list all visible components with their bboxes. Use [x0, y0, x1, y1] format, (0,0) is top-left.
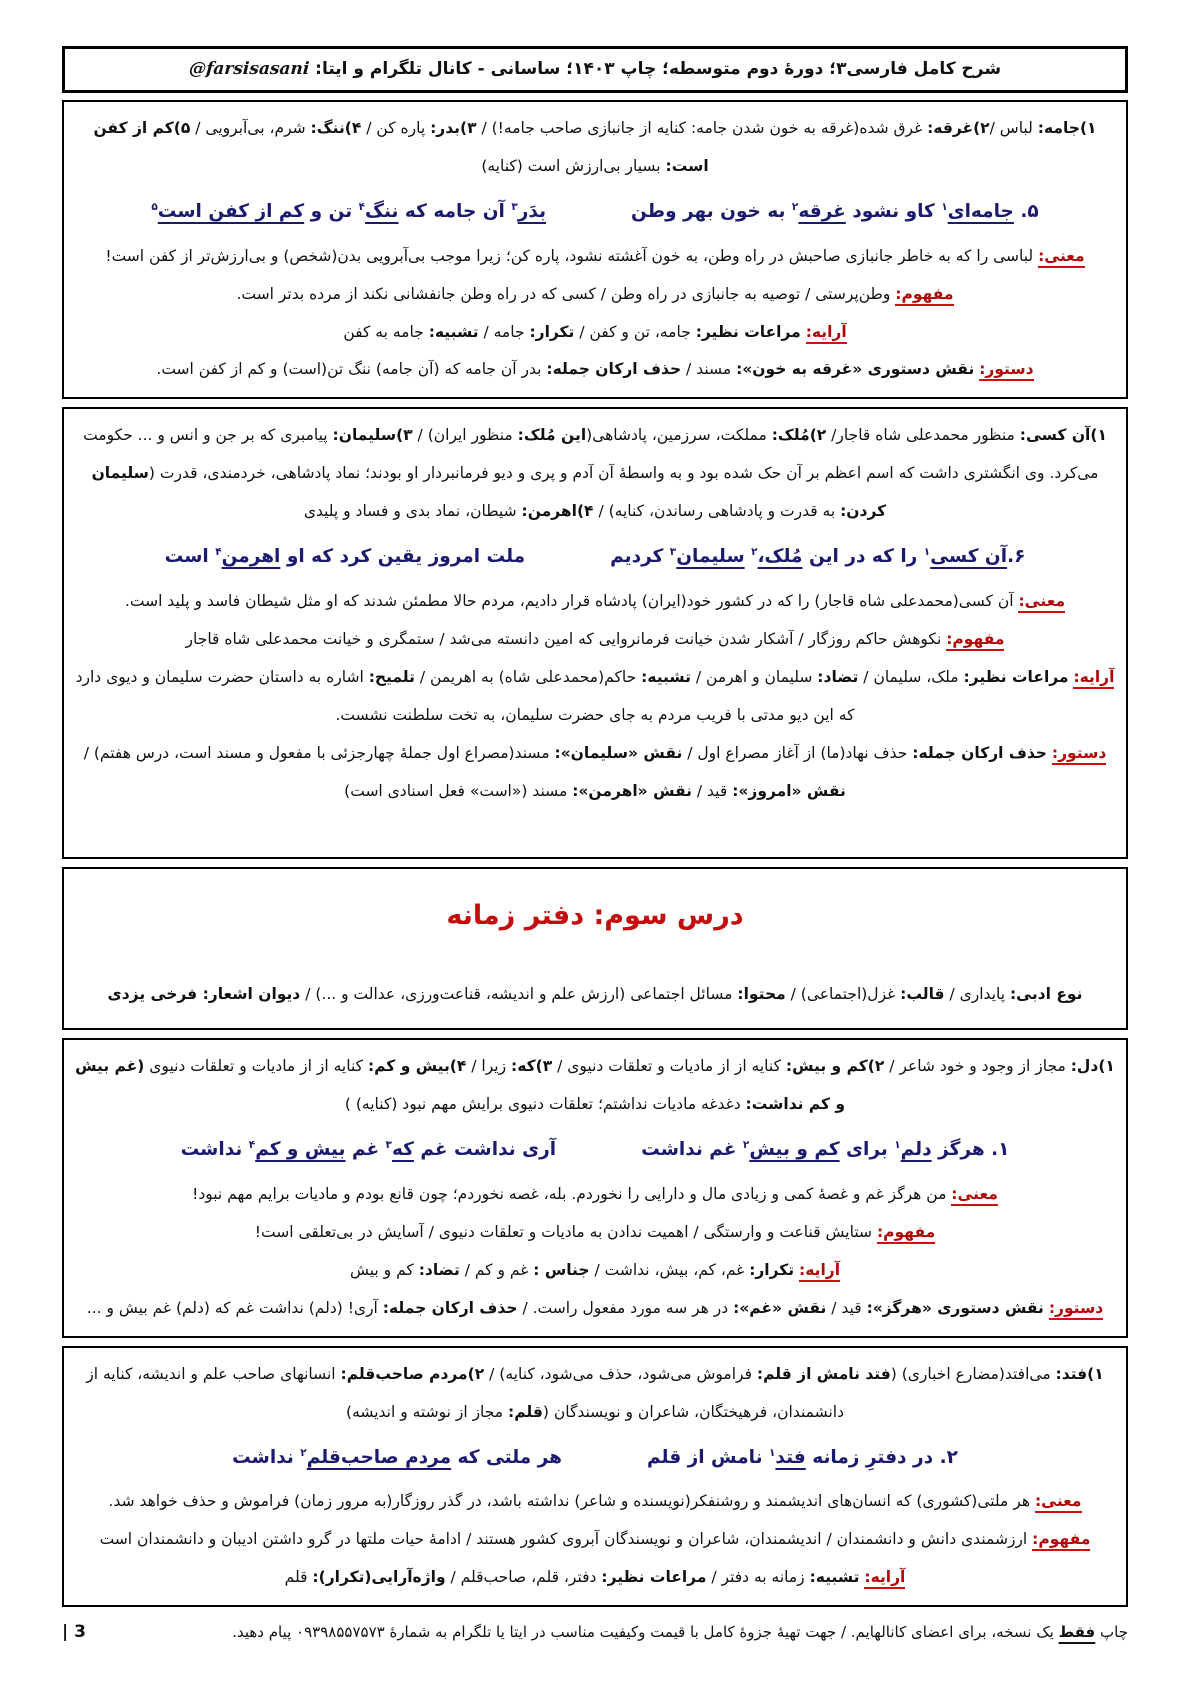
text-segment: چاپ ۱۴۰۳ [573, 59, 657, 79]
text-segment: مسند / [681, 360, 737, 379]
text-segment: نکوهش حاکم روزگار / آشکار شدن خیانت فرمانروایی که امین دانسته می‌شد / ستمگری و خیانت محمدعلی شاه قاجار [185, 629, 947, 648]
text-segment: ؛ ساسانی - کانال تلگرام و ایتا: [309, 59, 574, 79]
text-segment: کنایه از از مادیات و تعلقات دنیوی [144, 1057, 368, 1076]
text-segment: حذف ارکان جمله: [546, 360, 682, 379]
concept-line-label: مفهوم: [946, 630, 1004, 651]
text-segment: ۱)جامه: [1037, 119, 1097, 138]
text-segment: دفتر، قلم، صاحب‌قلم / [445, 1567, 602, 1586]
sections-container [62, 100, 1128, 1607]
text-segment: ۲. در دفترِ زمانه [805, 1446, 958, 1468]
text-segment: غرق شده(غرقه به خون شدن جامه: کنایه از جانبازی صاحب جامه!) / [476, 119, 928, 138]
verse-couplet [74, 196, 1116, 227]
text-segment: کردیم [610, 546, 670, 568]
page-number: | 3 [62, 1621, 86, 1642]
text-segment: شیطان، نماد بدی و فساد و پلیدی [303, 502, 522, 521]
text-segment: نقش «امروز»: [732, 781, 846, 800]
text-segment: نقش «غم»: [733, 1298, 827, 1317]
text-segment: آری! (دلم) نداشت غم که (دلم) غم بیش و ... [86, 1298, 383, 1317]
vocab-line [74, 1048, 1116, 1124]
figures-line [74, 1559, 1116, 1597]
text-segment: کاو نشود [845, 201, 942, 223]
text-segment: ارزشمندی دانش و دانشمندان / اندیشمندان، شاعران و نویسندگان آبروی کشور هستند / ادامهٔ حیات ملتها در گرو داشتن ادیبان و دانشمندان است [99, 1529, 1033, 1548]
text-segment: ۴)ننگ: [310, 119, 362, 138]
text-segment: جامه، تن و کفن / [574, 322, 696, 341]
text-segment: تشبیه: [641, 667, 691, 686]
figures-line [74, 314, 1116, 352]
footnote-number: ۱ [941, 200, 948, 213]
text-segment: واژه‌آرایی(تکرار): [312, 1567, 446, 1586]
text-segment: ۳)که: [511, 1057, 553, 1076]
text-segment [801, 323, 806, 341]
text-segment: برای [839, 1139, 895, 1161]
text-segment: غم و کم / [459, 1260, 534, 1279]
text-segment: قالب: [900, 985, 945, 1004]
text-segment: ۲)مردم صاحب‌قلم: [340, 1364, 485, 1383]
concept-line-label: مفهوم: [877, 1223, 935, 1244]
text-segment: غم، کم، بیش، نداشت / [589, 1260, 750, 1279]
text-segment: ۲)غرقه: [927, 119, 990, 138]
concept-line [74, 1521, 1116, 1559]
text-segment: نقش «اهرمن»: [572, 781, 692, 800]
text-segment: به خون بهر وطن [631, 201, 792, 223]
meaning-line [74, 583, 1116, 621]
text-segment: تشبیه: [428, 322, 479, 341]
text-segment: بیش و کم [255, 1139, 346, 1161]
footnote-number: ۳ [511, 200, 518, 213]
text-segment: تضاد: [817, 667, 859, 686]
hemistich-right [647, 1442, 958, 1473]
vocab-line [74, 417, 1116, 531]
text-segment: کم و بیش [749, 1139, 840, 1161]
text-segment: زیرا / [466, 1057, 512, 1076]
hemistich-left [165, 541, 526, 572]
text-segment: جامه به کفن [343, 322, 429, 341]
page-footer [62, 1617, 1128, 1648]
verse-couplet [74, 1442, 1116, 1473]
text-segment: حاکم(محمدعلی شاه) به اهریمن / [414, 667, 642, 686]
text-segment: پاره کن / [361, 119, 431, 138]
concept-line [74, 276, 1116, 314]
footnote-number: ۴ [215, 546, 222, 559]
text-segment: من هرگز غم و غصهٔ کمی و زیادی مال و دارایی را نخوردم. بله، غصه نخوردم؛ چون قانع بودم و مادیات برایم مهم نبود! [192, 1184, 952, 1203]
text-segment: مملکت، سرزمین، پادشاهی( [586, 426, 772, 445]
footnote-number: ۲ [791, 200, 799, 213]
text-segment: سلیمان و اهرمن / [690, 667, 818, 686]
text-segment: می‌افتد(مضارع اخباری) ( [890, 1364, 1056, 1383]
footnote-number: ۵ [151, 200, 158, 213]
footnote-number: ۴ [358, 200, 366, 213]
hemistich-left [181, 1134, 557, 1165]
text-segment: ملک، سلیمان / [858, 667, 964, 686]
text-segment: اشاره به داستان حضرت سلیمان و دیوی دارد که این دیو مدتی با فریب مردم به جای حضرت سلیمان، به تخت سلطنت نشست. [75, 667, 855, 724]
text-segment: شرح کامل فارسی۳؛ دورهٔ دوم متوسطه؛ [656, 59, 1002, 79]
footnote-number: ۲ [742, 1139, 750, 1152]
text-segment: حذف ارکان جمله: [912, 743, 1047, 762]
text-segment: وطن‌پرستی / توصیه به جانبازی در راه وطن / کسی که در راه وطن جانفشانی نکند از مرده بدتر است. [236, 284, 896, 303]
concept-line [74, 1214, 1116, 1252]
text-segment: نداشت [232, 1446, 301, 1468]
text-segment: ستایش قناعت و وارستگی / اهمیت ندادن به مادیات و تعلقات دنیوی / آسایش در بی‌تعلقی است! [254, 1222, 877, 1241]
meaning-line [74, 238, 1116, 276]
text-segment: مسند («است» فعل اسنادی است) [344, 781, 573, 800]
hemistich-left [151, 196, 546, 227]
text-segment: ۴)بیش و کم: [367, 1057, 467, 1076]
text-segment: قید / [826, 1298, 867, 1317]
figures-line [74, 1252, 1116, 1290]
text-segment: کم از کفن است [157, 201, 305, 223]
text-segment: ۴)اهرمن: [521, 502, 594, 521]
text-segment: نقش دستوری «هرگز»: [866, 1298, 1044, 1317]
text-segment: آن کسی(محمدعلی شاه قاجار) را که در کشور خود(ایران) پادشاه قرار دادیم، مردم حالا مطمئن شدند که او مثل شیطان فاسد و پلید است. [124, 591, 1019, 610]
lesson-meta [74, 976, 1116, 1014]
text-segment: چاپ [1095, 1622, 1128, 1641]
text-segment: مسائل اجتماعی (ارزش علم و اندیشه، قناعت‌ورزی، عدالت و ...) / [300, 985, 738, 1004]
text-segment: انسانهای صاحب علم و اندیشه، کنایه از دانشمندان، فرهیختگان، شاعران و نویسندگان ( [86, 1364, 844, 1421]
text-segment: ۳)بدر: [430, 119, 477, 138]
figures-line-label: آرایه: [864, 1568, 905, 1589]
text-segment: دغدغه مادیات نداشتم؛ تعلقات دنیوی برایش مهم نبود (کنایه) ) [344, 1095, 746, 1114]
text-segment: مجاز از نوشته و اندیشه) [346, 1402, 509, 1421]
text-segment: ۲)کم و بیش: [785, 1057, 885, 1076]
lesson-title: درس سوم: دفتر زمانه [446, 899, 744, 931]
text-segment: است [164, 546, 216, 568]
text-segment: ۵)کم از کفن است: [93, 119, 709, 176]
text-segment: غزل(اجتماعی) / [785, 985, 901, 1004]
text-segment: ۲)مُلک: [771, 426, 827, 445]
text-segment: در هر سه مورد مفعول راست. / [517, 1298, 734, 1317]
grammar-line-label: دستور: [979, 360, 1033, 381]
text-segment: هر ملتی(کشوری) که انسان‌های اندیشمند و روشنفکر(نویسنده و شاعر) نداشته باشد، در گذر روزگار(به مرور زمان) فراموش و حذف خواهد شد. [108, 1491, 1035, 1510]
text-segment: زمانه به دفتر / [706, 1567, 810, 1586]
text-segment: هر ملتی که [451, 1446, 563, 1468]
text-segment: فقط [1058, 1622, 1096, 1641]
text-segment: ۱)آن کسی: [1019, 426, 1107, 445]
text-segment: به قدرت و پادشاهی رساندن، کنایه) / [593, 502, 841, 521]
text-segment: کنایه از از مادیات و تعلقات دنیوی / [552, 1057, 786, 1076]
grammar-line-label: دستور: [1052, 744, 1106, 765]
text-segment: یک نسخه، برای اعضای کانالهایم. / جهت تهیهٔ جزوهٔ کامل با قیمت وکیفیت مناسب در ایتا یا تلگرام به شمارهٔ ۰۹۳۹۸۵۵۷۵۷۳ پیام دهید. [232, 1622, 1059, 1641]
text-segment: ملت امروز یقین کرد که او [280, 546, 526, 568]
footnote-number: ۳ [385, 1139, 392, 1152]
text-segment: لباسی را که به خاطر جانبازی صاحبش در راه وطن، به خون آغشته نشود، پاره کن؛ زیرا موجب بی‌آبرویی بدن(شخص) و بی‌ارزش‌تر از کفن است! [105, 246, 1039, 265]
text-segment: آن جامه که [398, 201, 512, 223]
text-segment: حذف ارکان جمله: [382, 1298, 518, 1317]
verse2-analysis [62, 1346, 1128, 1607]
footnote-number: ۲ [751, 546, 758, 559]
text-segment: جامه / [478, 322, 530, 341]
verse-couplet [74, 541, 1116, 572]
text-segment: آن کسی [930, 546, 1008, 568]
text-segment: اهرمن [221, 546, 281, 568]
concept-line-label: مفهوم: [895, 285, 953, 306]
text-segment: غرقه [798, 201, 846, 223]
text-segment: فتد [775, 1446, 806, 1468]
text-segment: تلمیح: [368, 667, 415, 686]
footnote-number: ۱ [894, 1139, 901, 1152]
meaning-line [74, 1176, 1116, 1214]
text-segment: فراموش می‌شود، حذف می‌شود، کنایه) / [484, 1364, 757, 1383]
text-segment: ۳)سلیمان: [332, 426, 413, 445]
figures-line-label: آرایه: [806, 323, 847, 344]
meaning-line [74, 1483, 1116, 1521]
footnote-number: ۱ [769, 1446, 776, 1459]
text-segment: مراعات نظیر: [963, 667, 1069, 686]
text-segment: لباس / [989, 119, 1038, 138]
footnote-number: ۴ [248, 1139, 256, 1152]
document-header [62, 46, 1128, 93]
text-segment: تکرار: [529, 322, 575, 341]
hemistich-right [641, 1134, 1009, 1165]
text-segment: کم و بیش [349, 1260, 419, 1279]
text-segment: ۱)دل: [1070, 1057, 1115, 1076]
hemistich-right [610, 541, 1025, 572]
text-segment: منظور ایران) / [412, 426, 518, 445]
verse5-analysis [62, 100, 1128, 399]
text-segment: تکرار: [749, 1260, 795, 1279]
text-segment: جناس : [533, 1260, 590, 1279]
grammar-line [74, 351, 1116, 389]
grammar-line [74, 735, 1116, 811]
concept-line [74, 621, 1116, 659]
concept-line-label: مفهوم: [1032, 1530, 1090, 1551]
verse6-analysis [62, 407, 1128, 858]
text-segment: مراعات نظیر: [601, 1567, 707, 1586]
text-segment: مُلک، [757, 546, 803, 568]
text-segment: (غم بیش و کم نداشت: [75, 1057, 846, 1114]
text-segment: دلم [900, 1139, 932, 1161]
text-segment: سلیمان [676, 546, 745, 568]
meaning-line-label: معنی: [1038, 247, 1085, 268]
vocab-line [74, 110, 1116, 186]
meaning-line-label: معنی: [1035, 1492, 1082, 1513]
text-segment: پایداری / [944, 985, 1010, 1004]
grammar-line-label: دستور: [1049, 1299, 1103, 1320]
text-segment: نقش «سلیمان»: [554, 743, 683, 762]
footer-note [232, 1619, 1128, 1646]
figures-line [74, 659, 1116, 735]
text-segment: ۱. هرگز [931, 1139, 1010, 1161]
text-segment: نداشت [180, 1139, 249, 1161]
text-segment: را که در این [802, 546, 924, 568]
grammar-line [74, 1290, 1116, 1328]
text-segment: تن و [304, 201, 359, 223]
text-segment: این مُلک: [517, 426, 587, 445]
text-segment: فرخی یزدی [107, 985, 203, 1004]
figures-line-label: آرایه: [799, 1261, 840, 1282]
meaning-line-label: معنی: [1018, 592, 1065, 613]
figures-line-label: آرایه: [1073, 668, 1114, 689]
channel-handle: @farsisasani [188, 59, 310, 79]
text-segment: قید / [691, 781, 733, 800]
text-segment: مجاز از وجود و خود شاعر / [884, 1057, 1071, 1076]
text-segment: غم نداشت [641, 1139, 743, 1161]
text-segment: بسیار بی‌ارزش است (کنایه) [481, 157, 666, 176]
text-segment: ۱)فتد: [1055, 1364, 1104, 1383]
text-segment: بدَر [517, 201, 547, 223]
text-segment: بدر آن جامه که (آن جامه) ننگ تن(است) و کم از کفن است. [156, 360, 547, 379]
footnote-number: ۲ [300, 1446, 307, 1459]
text-segment: قلم [284, 1567, 313, 1586]
text-segment: منظور محمدعلی شاه قاجار/ [826, 426, 1020, 445]
text-segment: ۵. [1013, 201, 1039, 223]
text-segment: تشبیه: [809, 1567, 860, 1586]
footnote-number: ۳ [669, 546, 677, 559]
verse-couplet [74, 1134, 1116, 1165]
text-segment: قلم: [508, 1402, 543, 1421]
text-segment: ننگ [365, 201, 399, 223]
text-segment: مراعات نظیر: [695, 322, 801, 341]
text-segment: فتد نامش از قلم: [756, 1364, 891, 1383]
text-segment: غم [345, 1139, 386, 1161]
verse1-analysis [62, 1038, 1128, 1337]
hemistich-left [232, 1442, 562, 1473]
text-segment: نقش دستوری «غرقه به خون»: [736, 360, 975, 379]
text-segment: نامش از قلم [647, 1446, 769, 1468]
hemistich-right [631, 196, 1039, 227]
text-segment: آری نداشت غم [413, 1139, 557, 1161]
text-segment: سلیمان کردن: [91, 464, 887, 521]
text-segment: شرم، بی‌آبرویی / [190, 119, 311, 138]
footnote-number: ۱ [923, 546, 931, 559]
text-segment: دیوان اشعار: [202, 985, 301, 1004]
text-segment: حذف نهاد(ما) از آغاز مصراع اول / [682, 743, 913, 762]
text-segment: مردم صاحب‌قلم [306, 1446, 452, 1468]
text-segment: جامه‌ای [947, 201, 1014, 223]
vocab-line [74, 1356, 1116, 1432]
text-segment: مسند(مصراع اول جملهٔ چهارجزئی با مفعول و مسند است، درس هفتم) / [83, 743, 555, 762]
text-segment: نوع ادبی: [1009, 985, 1083, 1004]
meaning-line-label: معنی: [951, 1185, 998, 1206]
lesson3-header [62, 867, 1128, 1031]
text-segment: تضاد: [418, 1260, 460, 1279]
text-segment: محتوا: [737, 985, 786, 1004]
text-segment: پیامبری که بر جن و انس و ... حکومت می‌کرد. وی انگشتری داشت که اسم اعظم بر آن حک شده بود و به واسطهٔ آن آدم و پری و دیو فرمانبردار او بودند؛ نماد پادشاهی، خردمندی، قدرت ( [83, 426, 1099, 483]
text-segment: که [391, 1139, 414, 1161]
text-segment: ۶. [1007, 546, 1026, 568]
